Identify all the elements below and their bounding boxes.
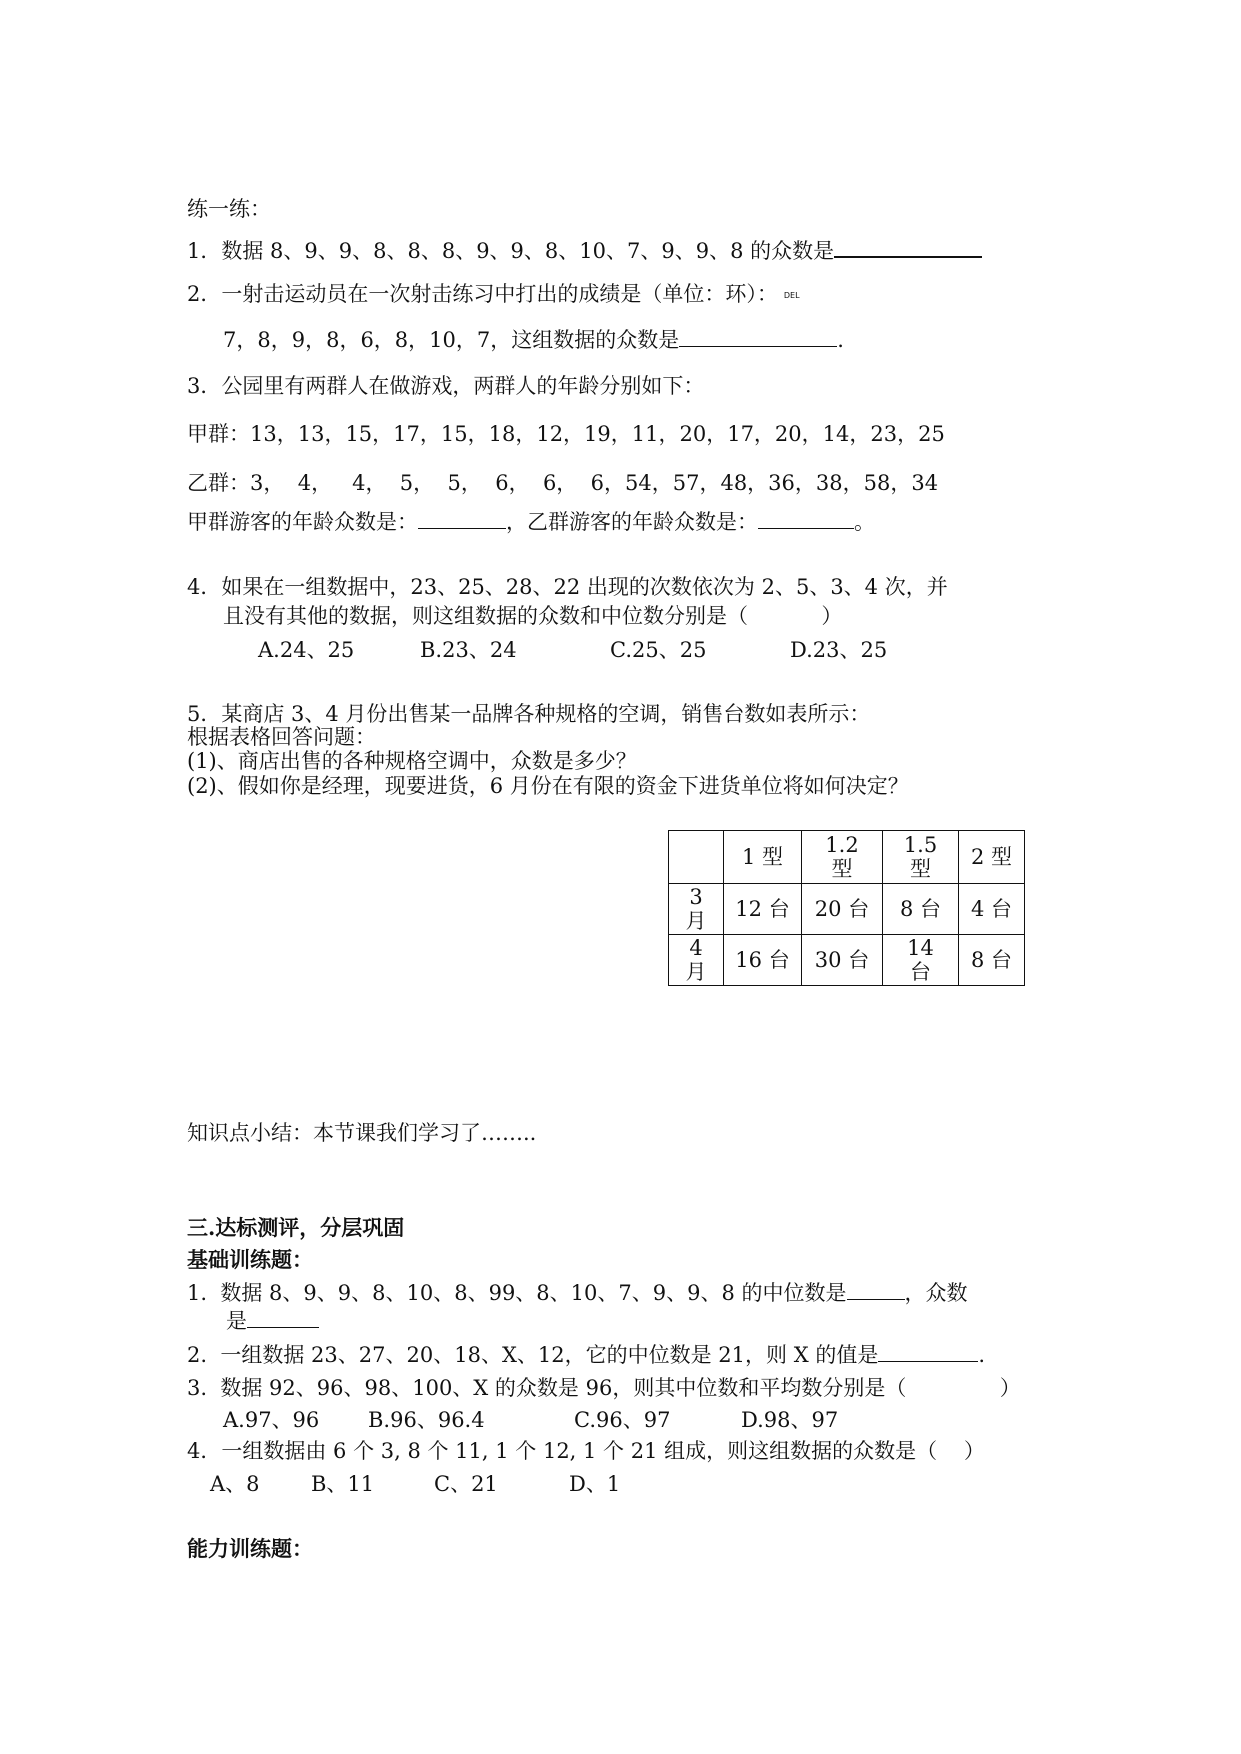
practice-q5-line1: 5．某商店 3、4 月份出售某一品牌各种规格的空调，销售台数如表所示： <box>187 702 871 726</box>
ability-training-title: 能力训练题： <box>187 1536 313 1561</box>
table-header-cell <box>883 831 959 884</box>
q4-option-b: B.23、24 <box>420 638 517 662</box>
q3-ask-end: 。 <box>854 510 875 534</box>
practice-q5-line3: (1)、商店出售的各种规格空调中，众数是多少？ <box>187 749 637 773</box>
practice-q2-line2 <box>223 327 844 353</box>
b4-option-b: B、11 <box>311 1472 375 1496</box>
table-header-cell: 2 型 <box>959 831 1025 884</box>
q4-option-c: C.25、25 <box>610 638 707 662</box>
basic-q4: 4．一组数据由 6 个 3, 8 个 11, 1 个 12, 1 个 21 组成，则这组数据的众数是（ ） <box>187 1439 985 1463</box>
q2-end: . <box>837 328 844 352</box>
practice-q3-intro: 3．公园里有两群人在做游戏，两群人的年龄分别如下： <box>187 374 705 398</box>
b1-median-blank <box>847 1281 905 1300</box>
q2-data-text: 7，8，9，8，6，8，10，7，这组数据的众数是 <box>223 328 680 352</box>
practice-q4-line1: 4．如果在一组数据中，23、25、28、22 出现的次数依次为 2、5、3、4 次，并 <box>187 575 948 599</box>
basic-q1-line1 <box>187 1280 968 1306</box>
q1-answer-blank <box>834 236 982 258</box>
table-cell: 30 台 <box>802 935 883 986</box>
table-row <box>669 884 1025 935</box>
b1-mode-blank <box>247 1309 319 1328</box>
table-header-cell <box>802 831 883 884</box>
table-row-label: 4 月 <box>669 935 724 986</box>
section3-heading: 三.达标测评，分层巩固 <box>187 1215 405 1240</box>
b4-option-d: D、1 <box>569 1472 621 1496</box>
b4-option-c: C、21 <box>434 1472 498 1496</box>
b1-line2: 是 <box>226 1309 247 1333</box>
table-cell: 14 台 <box>883 935 959 986</box>
b2-blank <box>878 1343 978 1362</box>
header-1-5-num: 1.5 <box>903 833 938 857</box>
header-1-2-num: 1.2 <box>825 833 859 857</box>
table-cell: 20 台 <box>802 884 883 935</box>
practice-q3-ask <box>187 509 875 535</box>
table-cell: 8 台 <box>959 935 1025 986</box>
practice-q3-group-b: 乙群：3， 4， 4， 5， 5， 6， 6， 6，54，57，48，36，38，58，34 <box>187 471 939 495</box>
practice-q5-line4: (2)、假如你是经理，现要进货，6 月份在有限的资金下进货单位将如何决定？ <box>187 774 909 798</box>
b1-text: 1. 数据 8、9、9、8、10、8、99、8、10、7、9、9、8 的中位数是 <box>187 1281 847 1305</box>
table-header-cell: 1 型 <box>724 831 802 884</box>
basic-q2 <box>187 1342 985 1368</box>
q2-answer-blank <box>679 328 837 347</box>
q3-ask-b: ，乙群游客的年龄众数是： <box>506 510 758 534</box>
b3-option-c: C.96、97 <box>574 1408 671 1432</box>
practice-q4-line2: 且没有其他的数据，则这组数据的众数和中位数分别是（ ） <box>223 604 843 628</box>
b3-option-d: D.98、97 <box>741 1408 839 1432</box>
practice-q3-group-a: 甲群：13，13，15，17，15，18，12，19，11，20，17，20，14，23，25 <box>187 422 945 446</box>
basic-q1-line2 <box>226 1308 319 1334</box>
q2-tiny-mark: DEL <box>783 290 800 300</box>
b3-option-b: B.96、96.4 <box>368 1408 485 1432</box>
basic-training-title: 基础训练题： <box>187 1247 313 1272</box>
sales-table <box>668 830 1025 986</box>
b4-option-a: A、8 <box>210 1472 260 1496</box>
b2-end: . <box>978 1343 986 1367</box>
practice-q5-line2: 根据表格回答问题： <box>187 725 376 749</box>
q4-option-d: D.23、25 <box>790 638 888 662</box>
q3-blank-a <box>418 510 506 529</box>
b2-text: 2. 一组数据 23、27、20、18、X、12，它的中位数是 21，则 X 的值是 <box>187 1343 879 1367</box>
table-header-cell <box>669 831 724 884</box>
header-1-2-unit: 型 <box>831 857 853 881</box>
q3-ask-a: 甲群游客的年龄众数是： <box>187 510 418 534</box>
q3-blank-b <box>758 510 854 529</box>
summary-line: 知识点小结：本节课我们学习了…….. <box>187 1121 537 1145</box>
header-1-5-unit: 型 <box>910 857 931 881</box>
q2-text: 2．一射击运动员在一次射击练习中打出的成绩是（单位：环）： <box>187 282 778 306</box>
b3-option-a: A.97、96 <box>223 1408 320 1432</box>
practice-q1 <box>187 236 982 264</box>
practice-title: 练一练： <box>187 197 271 221</box>
q1-text: 1．数据 8、9、9、8、8、8、9、9、8、10、7、9、9、8 的众数是 <box>187 239 835 263</box>
table-row-label: 3 月 <box>669 884 724 935</box>
table-cell: 8 台 <box>883 884 959 935</box>
practice-q2-line1 <box>187 281 800 309</box>
table-cell: 12 台 <box>724 884 802 935</box>
basic-q3: 3. 数据 92、96、98、100、X 的众数是 96，则其中位数和平均数分别是（ ） <box>187 1376 1021 1400</box>
table-header-row <box>669 831 1025 884</box>
b1-mid: ，众数 <box>904 1281 968 1305</box>
table-row <box>669 935 1025 986</box>
q4-option-a: A.24、25 <box>258 638 355 662</box>
table-cell: 4 台 <box>959 884 1025 935</box>
table-cell: 16 台 <box>724 935 802 986</box>
